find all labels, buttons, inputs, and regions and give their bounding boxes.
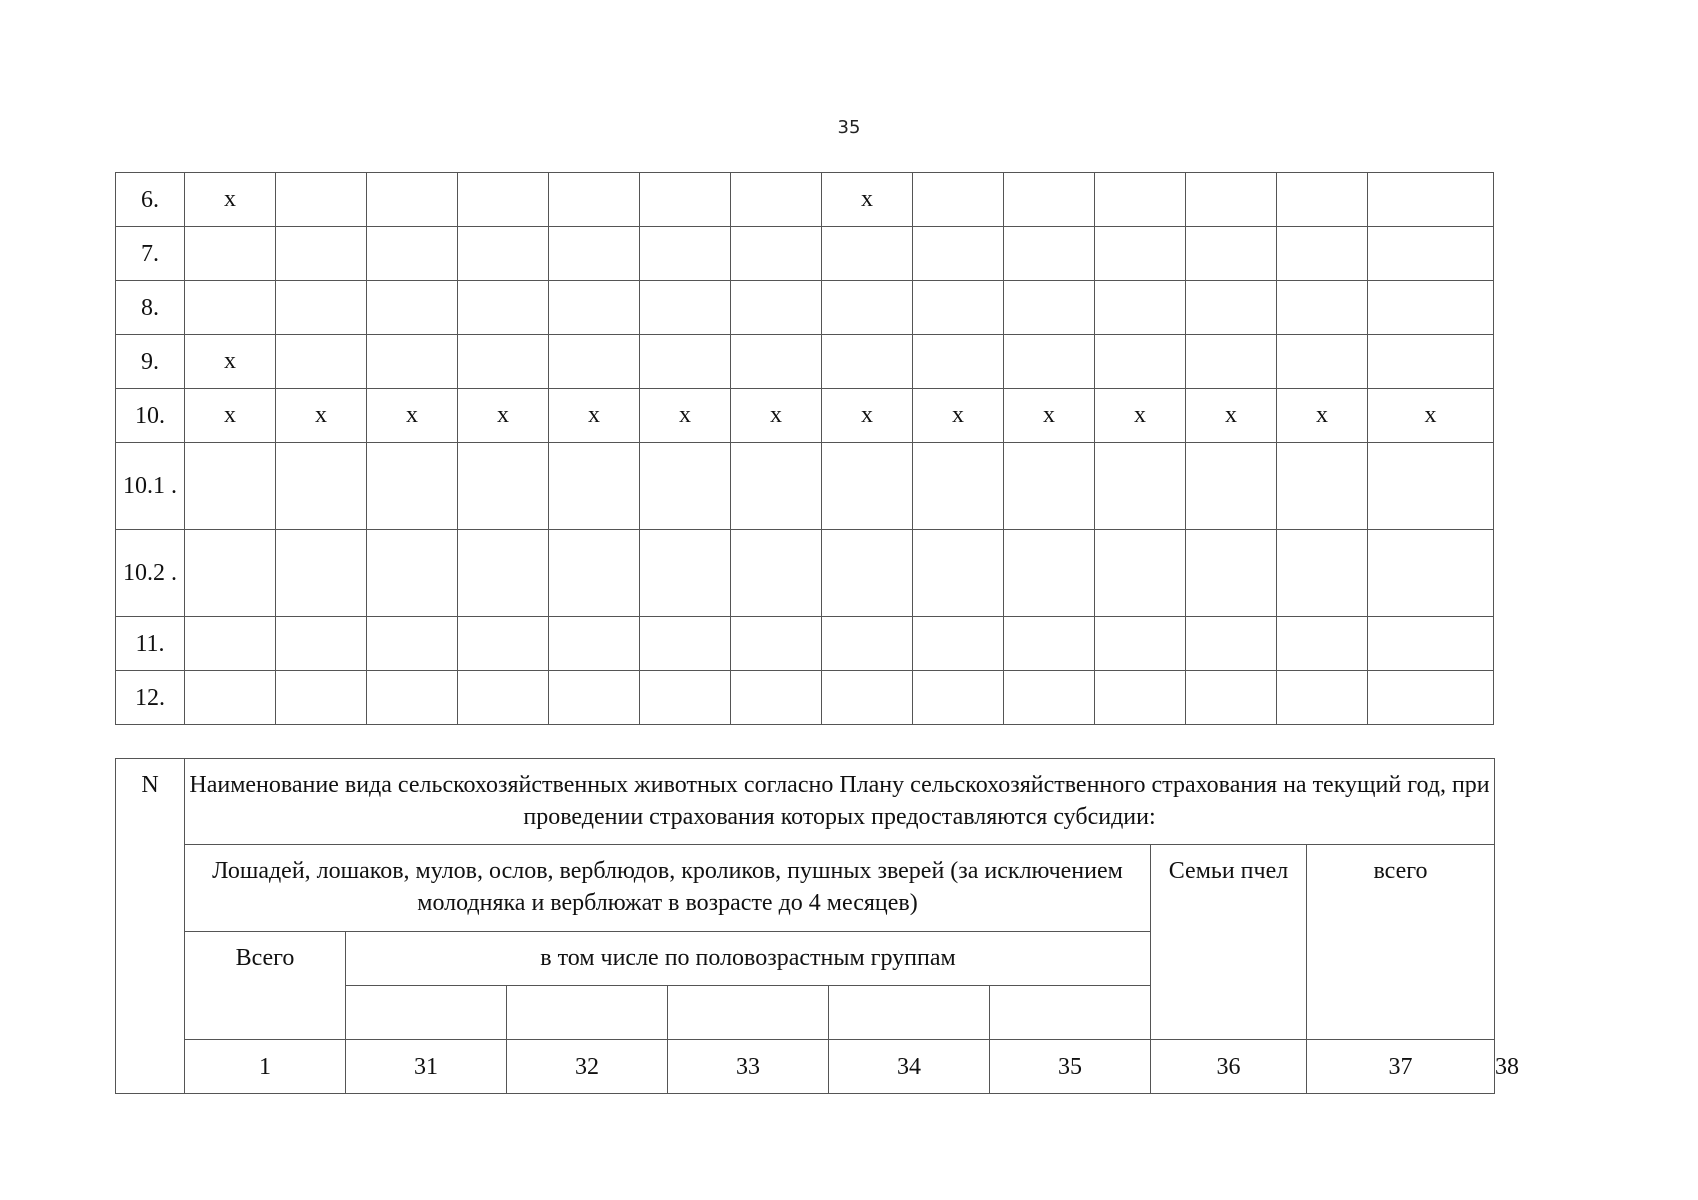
table-cell xyxy=(731,443,822,530)
column-number-cell: 32 xyxy=(507,1040,668,1094)
table-cell xyxy=(1004,281,1095,335)
table-cell xyxy=(1186,530,1277,617)
table-cell xyxy=(458,281,549,335)
table-row xyxy=(116,281,1494,335)
table-cell xyxy=(549,227,640,281)
table-cell xyxy=(1004,227,1095,281)
table-cell xyxy=(1095,173,1186,227)
column-number-cell: 36 xyxy=(1151,1040,1307,1094)
column-number-cell: 35 xyxy=(990,1040,1151,1094)
subgroup-header-cell: в том числе по половозрастным группам xyxy=(346,932,1151,986)
table-cell xyxy=(1368,530,1494,617)
row-number-cell: 6. xyxy=(116,173,185,227)
table-cell: x xyxy=(822,173,913,227)
row-number-cell: 9. xyxy=(116,335,185,389)
table-cell xyxy=(822,530,913,617)
table-cell xyxy=(1004,617,1095,671)
table-cell xyxy=(458,617,549,671)
table-cell: x xyxy=(1095,389,1186,443)
table-cell: x xyxy=(731,389,822,443)
column-number-cell: 37 xyxy=(1307,1040,1495,1094)
table-cell xyxy=(913,617,1004,671)
table-row xyxy=(116,530,1494,617)
subgroup-blank-cell xyxy=(507,986,668,1040)
table-cell xyxy=(822,227,913,281)
table-cell: x xyxy=(1277,389,1368,443)
table-cell xyxy=(1186,671,1277,725)
table-cell xyxy=(276,443,367,530)
table-cell xyxy=(640,173,731,227)
table-cell xyxy=(1095,335,1186,389)
table-cell xyxy=(276,173,367,227)
table-cell xyxy=(822,281,913,335)
table-cell xyxy=(367,227,458,281)
table-cell xyxy=(913,671,1004,725)
table-cell xyxy=(913,173,1004,227)
table-cell: x xyxy=(185,335,276,389)
table-cell xyxy=(1004,443,1095,530)
table-cell: x xyxy=(458,389,549,443)
table-cell xyxy=(731,227,822,281)
table-cell xyxy=(549,530,640,617)
row-number-cell: 8. xyxy=(116,281,185,335)
table-cell xyxy=(822,671,913,725)
table-cell xyxy=(731,617,822,671)
table-cell xyxy=(367,281,458,335)
table-cell xyxy=(1186,617,1277,671)
table-row xyxy=(116,227,1494,281)
table-cell: x xyxy=(1186,389,1277,443)
table-cell xyxy=(913,281,1004,335)
table-cell xyxy=(822,443,913,530)
table-cell xyxy=(731,530,822,617)
table-cell xyxy=(1277,335,1368,389)
table-cell: x xyxy=(822,389,913,443)
table-cell xyxy=(458,443,549,530)
table-cell: x xyxy=(549,389,640,443)
table-cell xyxy=(367,671,458,725)
table-cell xyxy=(276,281,367,335)
table-cell xyxy=(1277,443,1368,530)
table-row xyxy=(116,443,1494,530)
table-cell xyxy=(276,227,367,281)
table-cell xyxy=(549,335,640,389)
column-number-cell: 34 xyxy=(829,1040,990,1094)
table-cell: x xyxy=(276,389,367,443)
table-cell xyxy=(458,173,549,227)
column-number-row: 1 31 32 33 34 35 36 37 38 xyxy=(116,1040,1495,1094)
table-cell xyxy=(367,443,458,530)
table-cell xyxy=(1095,443,1186,530)
table-cell xyxy=(822,335,913,389)
table-cell xyxy=(367,335,458,389)
table-cell xyxy=(1368,671,1494,725)
table-cell xyxy=(276,335,367,389)
table-cell xyxy=(1095,281,1186,335)
table-cell xyxy=(1368,227,1494,281)
table-cell xyxy=(1277,227,1368,281)
header-table xyxy=(115,758,1520,1094)
table-cell: x xyxy=(367,389,458,443)
table-cell xyxy=(1368,173,1494,227)
table-cell: x xyxy=(640,389,731,443)
table-cell xyxy=(1095,671,1186,725)
table-cell xyxy=(1368,443,1494,530)
column-number-cell: 31 xyxy=(346,1040,507,1094)
table-cell xyxy=(731,671,822,725)
main-header-cell: Наименование вида сельскохозяйственных животных согласно Плану сельскохозяйственного страхования на текущий год, при проведении страхования которых предоставляются субсидии: xyxy=(185,759,1495,845)
table-cell xyxy=(1186,281,1277,335)
table-cell xyxy=(1277,281,1368,335)
table-cell xyxy=(1004,530,1095,617)
table-cell xyxy=(549,173,640,227)
table-cell: x xyxy=(185,389,276,443)
table-cell xyxy=(458,530,549,617)
table-cell xyxy=(549,671,640,725)
table-cell xyxy=(1277,173,1368,227)
table-cell xyxy=(640,671,731,725)
table-cell: x xyxy=(913,389,1004,443)
vsego-header-cell: Всего xyxy=(185,932,346,1040)
table-cell: x xyxy=(1004,389,1095,443)
table-cell xyxy=(276,530,367,617)
table-cell xyxy=(640,443,731,530)
table-cell: x xyxy=(185,173,276,227)
column-number-cell: 1 xyxy=(185,1040,346,1094)
table-cell xyxy=(1004,173,1095,227)
table-cell xyxy=(1277,671,1368,725)
table-cell xyxy=(458,335,549,389)
table-row xyxy=(116,173,1494,227)
table-row xyxy=(116,389,1494,443)
table-cell xyxy=(1095,617,1186,671)
table-cell xyxy=(185,671,276,725)
subgroup-blank-cell xyxy=(829,986,990,1040)
table-cell xyxy=(1186,443,1277,530)
table-cell xyxy=(640,281,731,335)
table-cell xyxy=(1095,227,1186,281)
table-cell: x xyxy=(1368,389,1494,443)
table-cell xyxy=(185,530,276,617)
table-cell xyxy=(1004,335,1095,389)
table-cell xyxy=(640,335,731,389)
row-number-cell: 10.2 . xyxy=(116,530,185,617)
row-number-cell: 10.1 . xyxy=(116,443,185,530)
row-number-cell: 11. xyxy=(116,617,185,671)
subgroup-blank-cell xyxy=(990,986,1151,1040)
n-header-cell: N xyxy=(116,759,185,1094)
table-cell xyxy=(367,530,458,617)
table-cell xyxy=(640,530,731,617)
table-cell xyxy=(1368,281,1494,335)
table-cell xyxy=(367,617,458,671)
table-cell xyxy=(1004,671,1095,725)
row-number-cell: 7. xyxy=(116,227,185,281)
subgroup-blank-cell xyxy=(346,986,507,1040)
table-cell xyxy=(549,617,640,671)
subgroup-blank-cell xyxy=(668,986,829,1040)
table-cell xyxy=(640,617,731,671)
table-cell xyxy=(1368,335,1494,389)
table-row xyxy=(116,671,1494,725)
page-number: 35 xyxy=(837,117,861,138)
table-cell xyxy=(1186,227,1277,281)
column-number-cell: 33 xyxy=(668,1040,829,1094)
table-cell xyxy=(549,443,640,530)
table-row xyxy=(116,617,1494,671)
table-cell xyxy=(913,530,1004,617)
table-cell xyxy=(185,443,276,530)
table-cell xyxy=(276,617,367,671)
table-cell xyxy=(276,671,367,725)
table-cell xyxy=(913,443,1004,530)
table-cell xyxy=(913,227,1004,281)
table-cell xyxy=(185,281,276,335)
table-cell xyxy=(185,617,276,671)
table-cell xyxy=(913,335,1004,389)
table-cell xyxy=(1277,617,1368,671)
table-cell xyxy=(640,227,731,281)
table-cell xyxy=(1095,530,1186,617)
continuation-table xyxy=(115,172,1494,725)
table-cell xyxy=(731,335,822,389)
table-cell xyxy=(1368,617,1494,671)
table-cell xyxy=(1186,173,1277,227)
group-header-cell: Лошадей, лошаков, мулов, ослов, верблюдов, кроликов, пушных зверей (за исключением молодняка и верблюжат в возрасте до 4 месяцев) xyxy=(185,845,1151,932)
table-cell xyxy=(367,173,458,227)
row-number-cell: 12. xyxy=(116,671,185,725)
table-cell xyxy=(458,227,549,281)
table-cell xyxy=(185,227,276,281)
table-row xyxy=(116,335,1494,389)
table-cell xyxy=(731,281,822,335)
table-cell xyxy=(1186,335,1277,389)
row-number-cell: 10. xyxy=(116,389,185,443)
table-cell xyxy=(549,281,640,335)
total-header-cell: всего xyxy=(1307,845,1495,1040)
bees-header-cell: Семьи пчел xyxy=(1151,845,1307,1040)
table-cell xyxy=(822,617,913,671)
table-cell xyxy=(1277,530,1368,617)
table-cell xyxy=(731,173,822,227)
table-cell xyxy=(458,671,549,725)
